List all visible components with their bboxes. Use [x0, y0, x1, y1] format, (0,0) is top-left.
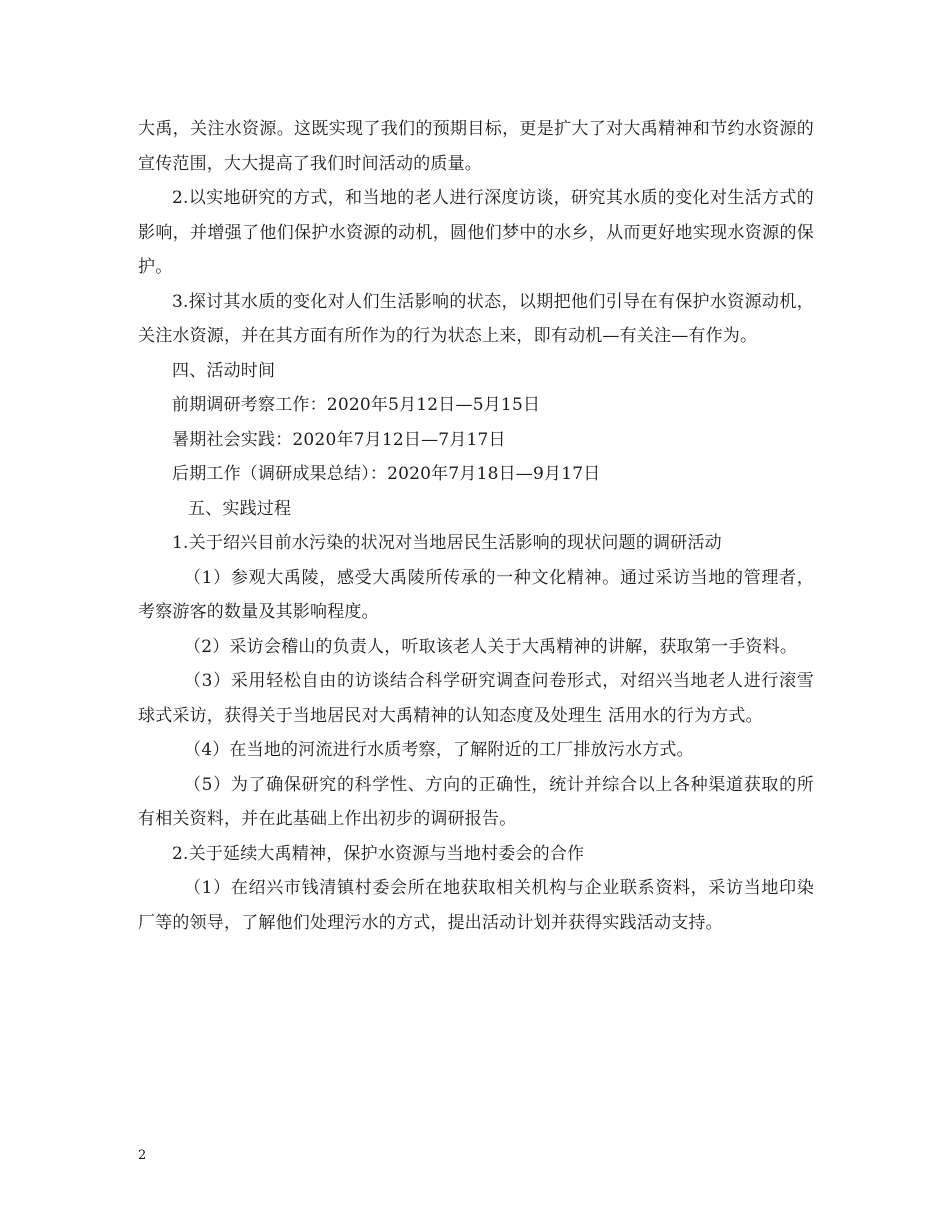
section-heading-practice-process: 五、实践过程	[188, 498, 292, 519]
paragraph-step-3: （3）采用轻松自由的访谈结合科学研究调查问卷形式，对绍兴当地老人进行滚雪球式采访，获得关于当地居民对大禹精神的认知态度及处理生 活用水的行为方式。	[138, 671, 814, 726]
section-heading-activity-time: 四、活动时间	[172, 360, 276, 381]
paragraph-item-2: 2.以实地研究的方式，和当地的老人进行深度访谈，研究其水质的变化对生活方式的影响，并增强了他们保护水资源的动机，圆他们梦中的水乡，从而更好地实现水资源的保护。	[138, 188, 814, 277]
schedule-line-summer: 暑期社会实践：2020年7月12日—7月17日	[172, 429, 506, 450]
subsection-heading-2: 2.关于延续大禹精神，保护水资源与当地村委会的合作	[172, 843, 585, 864]
page-number: 2	[138, 1148, 147, 1163]
paragraph-step-4: （4）在当地的河流进行水质考察，了解附近的工厂排放污水方式。	[184, 740, 694, 760]
schedule-line-preliminary: 前期调研考察工作：2020年5月12日—5月15日	[172, 395, 541, 415]
document-body	[138, 112, 814, 940]
paragraph-step-1: （1）参观大禹陵，感受大禹陵所传承的一种文化精神。通过采访当地的管理者，考察游客的数量及其影响程度。	[138, 567, 814, 622]
paragraph-step-2: （2）采访会稽山的负责人，听取该老人关于大禹精神的讲解，获取第一手资料。	[184, 636, 798, 657]
paragraph-item-3: 3.探讨其水质的变化对人们生活影响的状态，以期把他们引导在有保护水资源动机，关注水资源，并在其方面有所作为的行为状态上来，即有动机—有关注—有作为。	[138, 291, 814, 346]
subsection-heading-1: 1.关于绍兴目前水污染的状况对当地居民生活影响的现状问题的调研活动	[172, 533, 722, 553]
paragraph-step-5: （5）为了确保研究的科学性、方向的正确性，统计并综合以上各种渠道获取的所有相关资料，并在此基础上作出初步的调研报告。	[138, 774, 814, 829]
paragraph-continuation: 大禹，关注水资源。这既实现了我们的预期目标，更是扩大了对大禹精神和节约水资源的宣传范围，大大提高了我们时间活动的质量。	[138, 119, 814, 174]
paragraph-cooperation-step-1: （1）在绍兴市钱清镇村委会所在地获取相关机构与企业联系资料，采访当地印染厂等的领导，了解他们处理污水的方式，提出活动计划并获得实践活动支持。	[138, 878, 814, 933]
schedule-line-later: 后期工作（调研成果总结）：2020年7月18日—9月17日	[172, 464, 601, 484]
